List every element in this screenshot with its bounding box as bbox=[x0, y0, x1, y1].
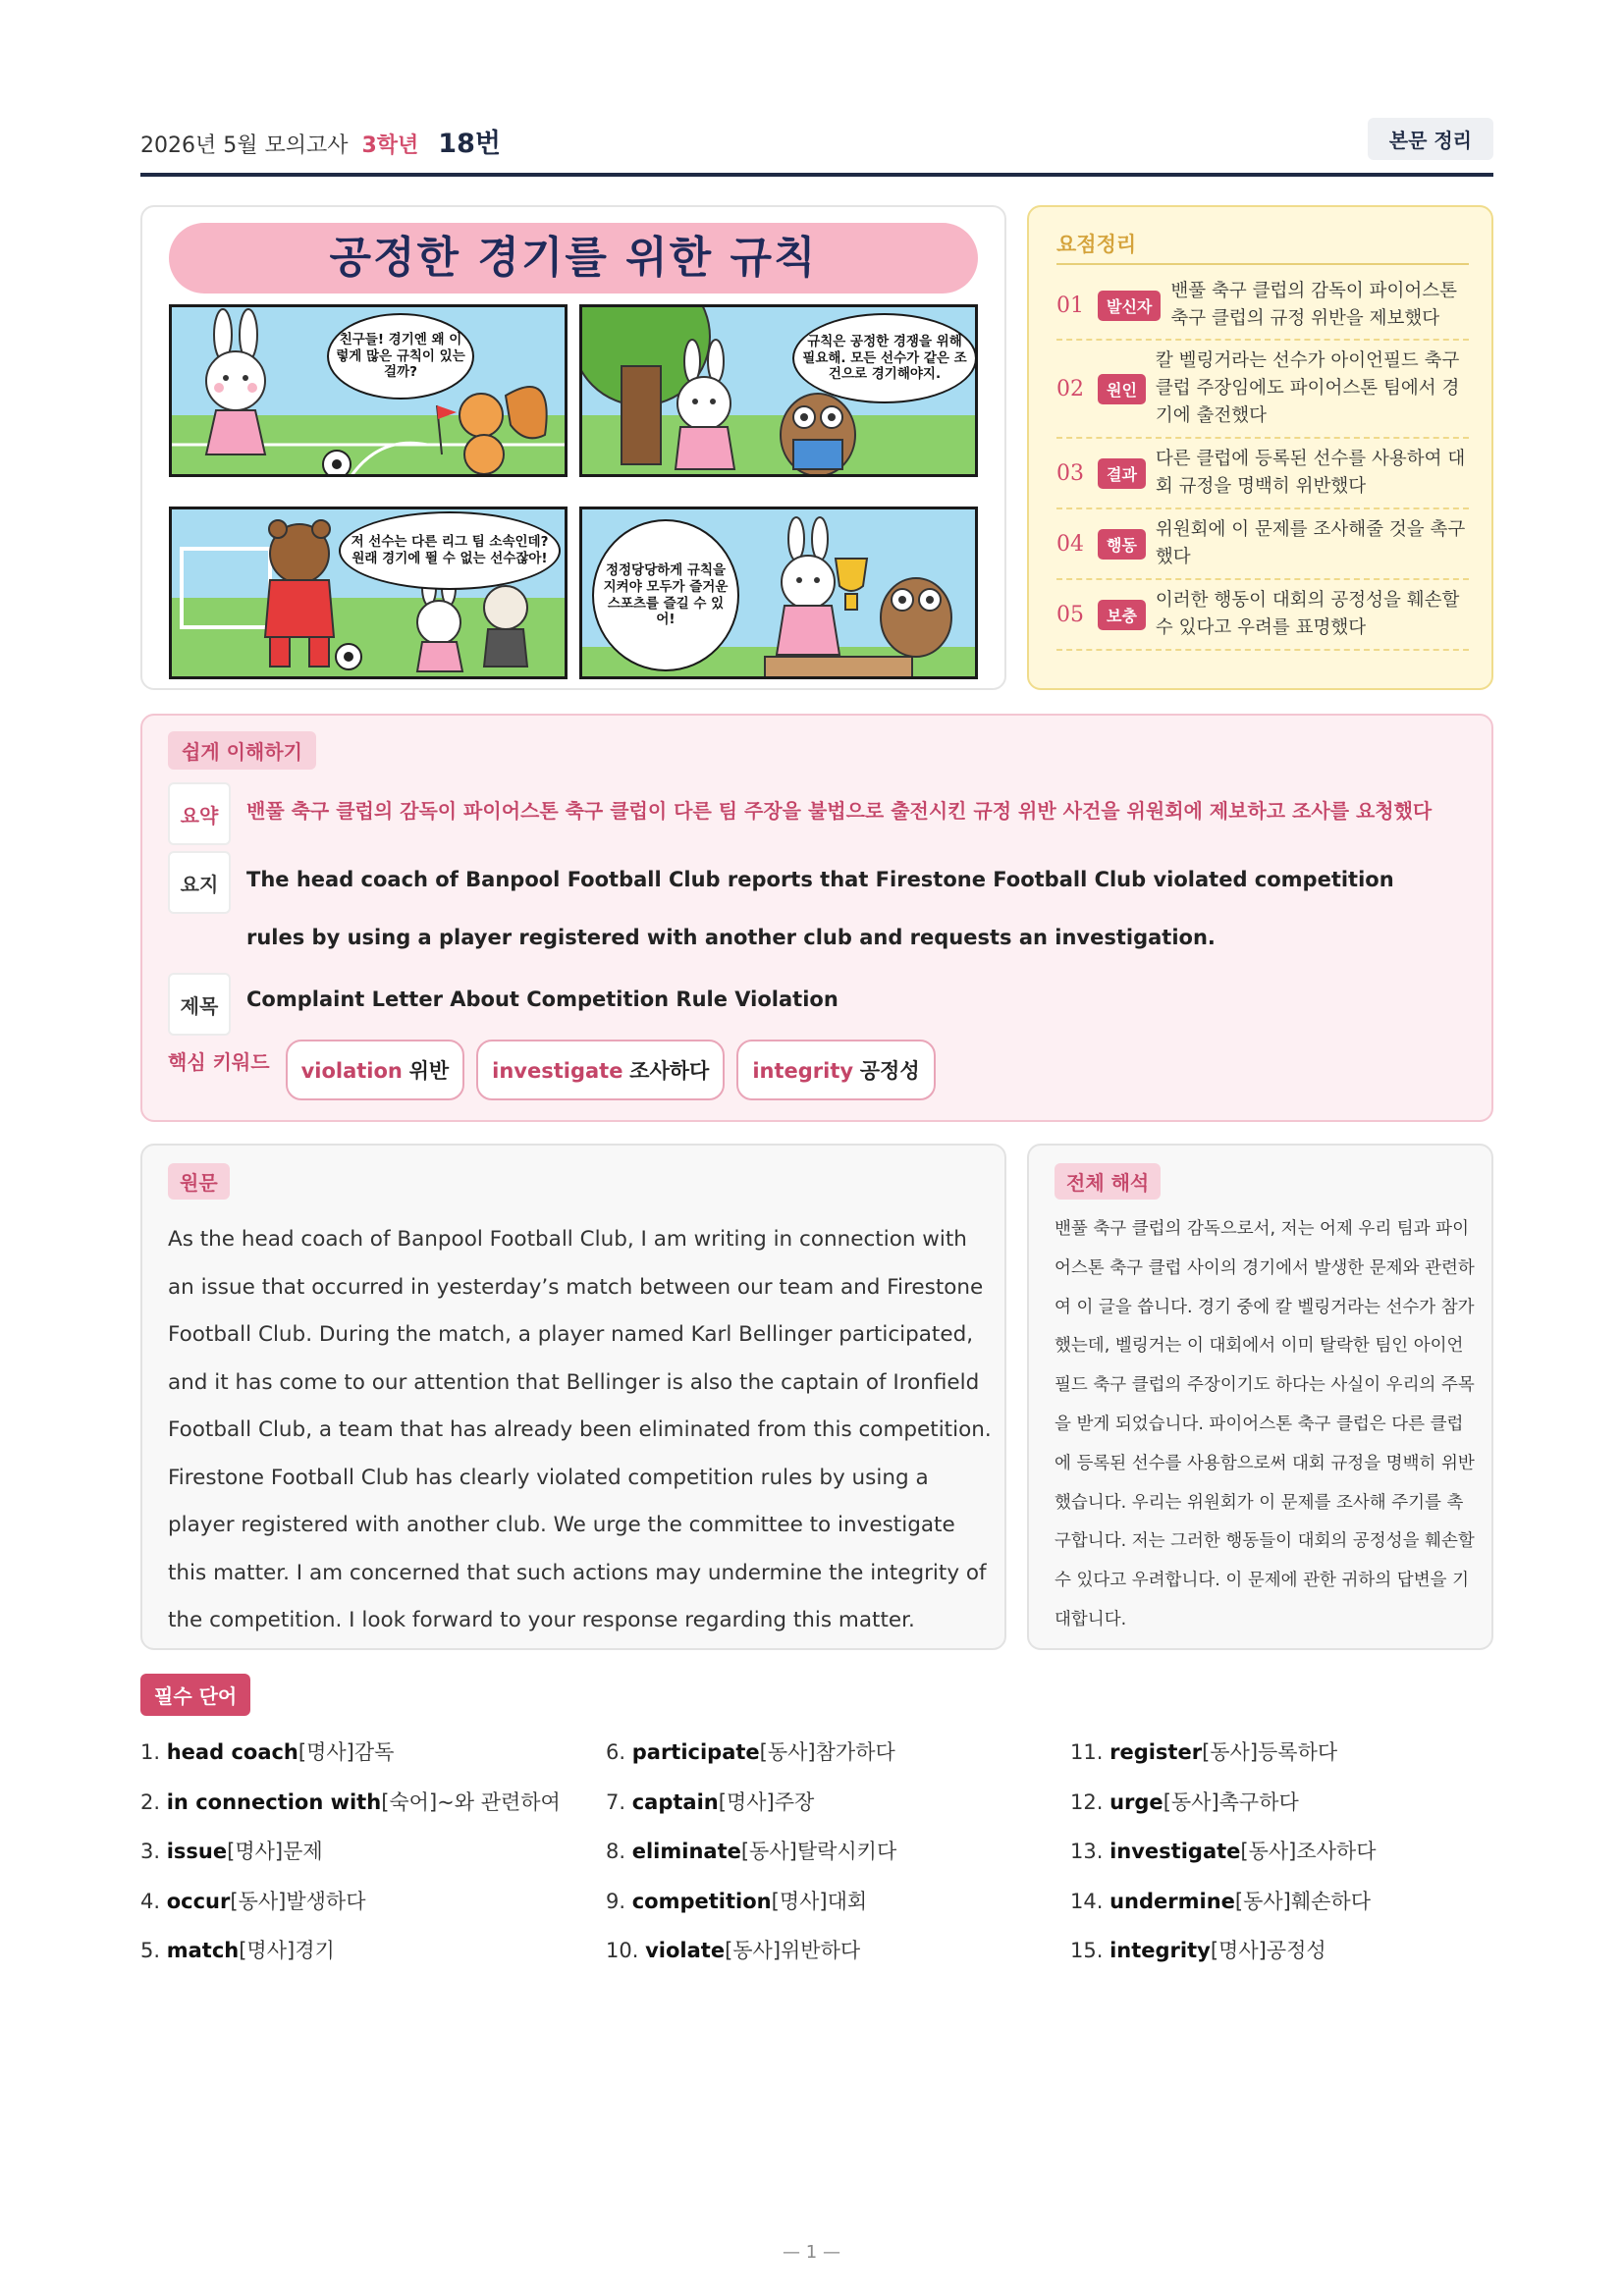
vocab-meaning: [명사]대회 bbox=[771, 1889, 868, 1913]
vocab-number: 2. bbox=[140, 1789, 161, 1814]
keyword-en: violation bbox=[300, 1059, 403, 1083]
vocab-item bbox=[606, 1778, 896, 1828]
vocab-item bbox=[1070, 1926, 1377, 1976]
vocab-item bbox=[606, 1877, 896, 1927]
key-point-badge: 발신자 bbox=[1098, 291, 1161, 321]
comic-box bbox=[140, 205, 1006, 690]
speech-bubble-1: 친구들! 경기엔 왜 이렇게 많은 규칙이 있는 걸까? bbox=[327, 313, 474, 400]
vocab-column-3 bbox=[1070, 1728, 1377, 1976]
vocab-number: 8. bbox=[606, 1840, 626, 1863]
translation-box bbox=[1027, 1144, 1493, 1650]
speech-bubble-2: 규칙은 공정한 경쟁을 위해 필요해. 모든 선수가 같은 조건으로 경기해야지. bbox=[792, 313, 977, 403]
vocab-word: occur bbox=[166, 1889, 231, 1913]
summary-label: 요약 bbox=[168, 782, 231, 845]
vocab-number: 1. bbox=[140, 1740, 161, 1764]
vocab-number: 11. bbox=[1070, 1740, 1104, 1764]
key-points-title: 요점정리 bbox=[1056, 233, 1137, 256]
section-tag: 본문 정리 bbox=[1368, 118, 1493, 160]
key-point-text: 다른 클럽에 등록된 선수를 사용하여 대회 규정을 명백히 위반했다 bbox=[1155, 449, 1466, 497]
keyword-chip bbox=[286, 1040, 465, 1100]
easy-understanding-tag: 쉽게 이해하기 bbox=[168, 731, 316, 770]
vocab-word: integrity bbox=[1109, 1939, 1211, 1962]
exam-label: 2026년 5월 모의고사 bbox=[140, 133, 349, 158]
title-label: 제목 bbox=[168, 973, 231, 1036]
summary-text: 밴풀 축구 클럽의 감독이 파이어스톤 축구 클럽이 다른 팀 주장을 불법으로 출전시킨 규정 위반 사건을 위원회에 제보하고 조사를 요청했다 bbox=[246, 799, 1433, 823]
vocab-number: 14. bbox=[1070, 1889, 1104, 1913]
speech-bubble-3: 저 선수는 다른 리그 팀 소속인데? 원래 경기에 뛸 수 없는 선수잖아! bbox=[339, 511, 561, 590]
comic-panel-1 bbox=[169, 304, 568, 477]
vocab-number: 4. bbox=[140, 1889, 161, 1913]
key-point-number: 01 bbox=[1056, 293, 1084, 318]
key-point-text: 칼 벨링거라는 선수가 아이언필드 축구 클럽 주장임에도 파이어스톤 팀에서 경기에 출전했다 bbox=[1155, 350, 1460, 426]
gist-label: 요지 bbox=[168, 851, 231, 914]
key-point-2 bbox=[1056, 341, 1469, 439]
keyword-list bbox=[168, 1040, 936, 1100]
vocab-word: register bbox=[1109, 1740, 1203, 1764]
vocab-meaning: [숙어]~와 관련하여 bbox=[381, 1789, 561, 1814]
vocab-word: issue bbox=[166, 1840, 228, 1863]
title-row bbox=[168, 973, 1454, 1036]
grade-label: 3학년 bbox=[361, 133, 419, 158]
key-point-text: 이러한 행동이 대회의 공정성을 훼손할 수 있다고 우려를 표명했다 bbox=[1155, 590, 1460, 638]
question-number: 18번 bbox=[438, 129, 501, 159]
vocab-meaning: [명사]감독 bbox=[298, 1740, 395, 1764]
comic-panel-3 bbox=[169, 507, 568, 679]
easy-understanding-box bbox=[140, 714, 1493, 1122]
vocab-meaning: [동사]발생하다 bbox=[230, 1889, 366, 1913]
vocab-word: competition bbox=[631, 1889, 772, 1913]
vocab-word: violate bbox=[645, 1939, 726, 1962]
key-point-1 bbox=[1056, 272, 1469, 341]
summary-row bbox=[168, 782, 1454, 845]
vocab-meaning: [동사]참가하다 bbox=[759, 1740, 895, 1764]
key-point-number: 05 bbox=[1056, 602, 1084, 627]
keyword-en: investigate bbox=[492, 1059, 623, 1083]
vocab-column-1 bbox=[140, 1728, 561, 1976]
vocab-word: urge bbox=[1109, 1789, 1163, 1814]
key-point-badge: 보충 bbox=[1098, 600, 1146, 630]
speech-bubble-4: 정정당당하게 규칙을 지켜야 모두가 즐거운 스포츠를 즐길 수 있어! bbox=[592, 519, 739, 671]
vocab-meaning: [명사]경기 bbox=[239, 1939, 335, 1962]
vocab-item bbox=[140, 1877, 561, 1927]
keyword-ko: 조사하다 bbox=[629, 1059, 710, 1083]
vocab-number: 6. bbox=[606, 1740, 626, 1764]
keyword-ko: 위반 bbox=[408, 1059, 450, 1083]
vocab-meaning: [동사]등록하다 bbox=[1202, 1740, 1338, 1764]
vocab-item bbox=[1070, 1778, 1377, 1828]
vocab-word: undermine bbox=[1109, 1889, 1235, 1913]
comic-panel-4 bbox=[579, 507, 978, 679]
keyword-ko: 공정성 bbox=[859, 1059, 920, 1083]
vocab-word: captain bbox=[631, 1789, 719, 1814]
vocab-meaning: [명사]공정성 bbox=[1210, 1939, 1326, 1962]
vocab-number: 7. bbox=[606, 1789, 626, 1814]
gist-text: The head coach of Banpool Football Club reports that Firestone Football Club violated competition rules by using a player registered with another club and requests an investigation. bbox=[246, 868, 1394, 949]
vocab-number: 12. bbox=[1070, 1789, 1104, 1814]
vocab-number: 13. bbox=[1070, 1840, 1104, 1863]
key-point-number: 02 bbox=[1056, 376, 1084, 401]
vocab-item bbox=[1070, 1728, 1377, 1778]
page-header bbox=[140, 116, 1493, 177]
vocab-meaning: [동사]촉구하다 bbox=[1163, 1789, 1299, 1814]
vocab-item bbox=[606, 1728, 896, 1778]
vocab-item bbox=[140, 1827, 561, 1877]
vocab-meaning: [동사]훼손하다 bbox=[1234, 1889, 1372, 1913]
key-point-number: 04 bbox=[1056, 531, 1084, 557]
keyword-en: integrity bbox=[752, 1059, 854, 1083]
key-point-number: 03 bbox=[1056, 460, 1084, 486]
key-point-badge: 원인 bbox=[1098, 374, 1146, 404]
original-text-box bbox=[140, 1144, 1006, 1650]
key-point-4 bbox=[1056, 509, 1469, 580]
vocab-meaning: [동사]위반하다 bbox=[725, 1939, 861, 1962]
vocab-item bbox=[1070, 1877, 1377, 1927]
vocab-meaning: [명사]문제 bbox=[227, 1840, 323, 1863]
vocab-number: 15. bbox=[1070, 1939, 1104, 1962]
vocab-meaning: [명사]주장 bbox=[718, 1789, 815, 1814]
vocab-tag: 필수 단어 bbox=[140, 1674, 250, 1716]
comic-title: 공정한 경기를 위한 규칙 bbox=[169, 223, 978, 294]
original-tag: 원문 bbox=[168, 1163, 230, 1200]
vocab-word: investigate bbox=[1109, 1840, 1241, 1863]
vocab-word: match bbox=[166, 1939, 240, 1962]
key-point-badge: 행동 bbox=[1098, 529, 1146, 560]
original-text: As the head coach of Banpool Football Club, I am writing in connection with an issue that occurred in yesterday’s match between our team and Firestone Football Club. During the match, a player named Karl Bellinger participated, and it has come to our attention that Bellinger is also the captain of Ironfield Football Club, a team that has already been eliminated from this competition. Firestone Football Club has clearly violated competition rules by using a player registered with another club. We urge the committee to investigate this matter. I am concerned that such actions may undermine the integrity of the competition. I look forward to your response regarding this matter. bbox=[168, 1227, 992, 1632]
key-point-5 bbox=[1056, 580, 1469, 651]
vocab-word: head coach bbox=[166, 1740, 298, 1764]
key-point-text: 밴풀 축구 클럽의 감독이 파이어스톤 축구 클럽의 규정 위반을 제보했다 bbox=[1170, 281, 1457, 329]
vocab-number: 9. bbox=[606, 1889, 626, 1913]
vocab-item bbox=[140, 1778, 561, 1828]
vocab-item bbox=[1070, 1827, 1377, 1877]
vocab-number: 5. bbox=[140, 1939, 161, 1962]
key-points-box bbox=[1027, 205, 1493, 690]
vocab-item bbox=[140, 1728, 561, 1778]
key-point-3 bbox=[1056, 439, 1469, 509]
vocab-word: eliminate bbox=[631, 1840, 741, 1863]
gist-row bbox=[168, 851, 1454, 967]
key-points-divider bbox=[1056, 263, 1469, 265]
keyword-chip bbox=[476, 1040, 725, 1100]
vocab-word: participate bbox=[631, 1740, 760, 1764]
keyword-chip bbox=[736, 1040, 935, 1100]
comic-panel-2 bbox=[579, 304, 978, 477]
key-point-text: 위원회에 이 문제를 조사해줄 것을 촉구했다 bbox=[1155, 519, 1466, 567]
vocab-item bbox=[606, 1827, 896, 1877]
keyword-label: 핵심 키워드 bbox=[168, 1049, 270, 1074]
vocab-word: in connection with bbox=[166, 1789, 382, 1814]
key-point-badge: 결과 bbox=[1098, 458, 1146, 489]
translation-text: 밴풀 축구 클럽의 감독으로서, 저는 어제 우리 팀과 파이어스톤 축구 클럽 사이의 경기에서 발생한 문제와 관련하여 이 글을 씁니다. 경기 중에 칼 벨링거라는 선수가 참가했는데, 벨링거는 이 대회에서 이미 탈락한 팀인 아이언필드 축구 클럽의 주장이기도 하다는 사실이 우리의 주목을 받게 되었습니다. 파이어스톤 축구 클럽은 다른 클럽에 등록된 선수를 사용함으로써 대회 규정을 명백히 위반했습니다. 우리는 위원회가 이 문제를 조사해 주기를 촉구합니다. 저는 그러한 행동들이 대회의 공정성을 훼손할 수 있다고 우려합니다. 이 문제에 관한 귀하의 답변을 기대합니다. bbox=[1055, 1219, 1475, 1629]
vocab-meaning: [동사]조사하다 bbox=[1240, 1840, 1377, 1863]
translation-tag: 전체 해석 bbox=[1055, 1163, 1161, 1200]
vocab-column-2 bbox=[606, 1728, 896, 1976]
vocab-number: 10. bbox=[606, 1939, 639, 1962]
vocab-meaning: [동사]탈락시키다 bbox=[740, 1840, 897, 1863]
title-text: Complaint Letter About Competition Rule Violation bbox=[246, 988, 839, 1011]
vocab-item bbox=[606, 1926, 896, 1976]
vocab-item bbox=[140, 1926, 561, 1976]
page-number: — 1 — bbox=[783, 2242, 840, 2263]
vocab-number: 3. bbox=[140, 1840, 161, 1863]
